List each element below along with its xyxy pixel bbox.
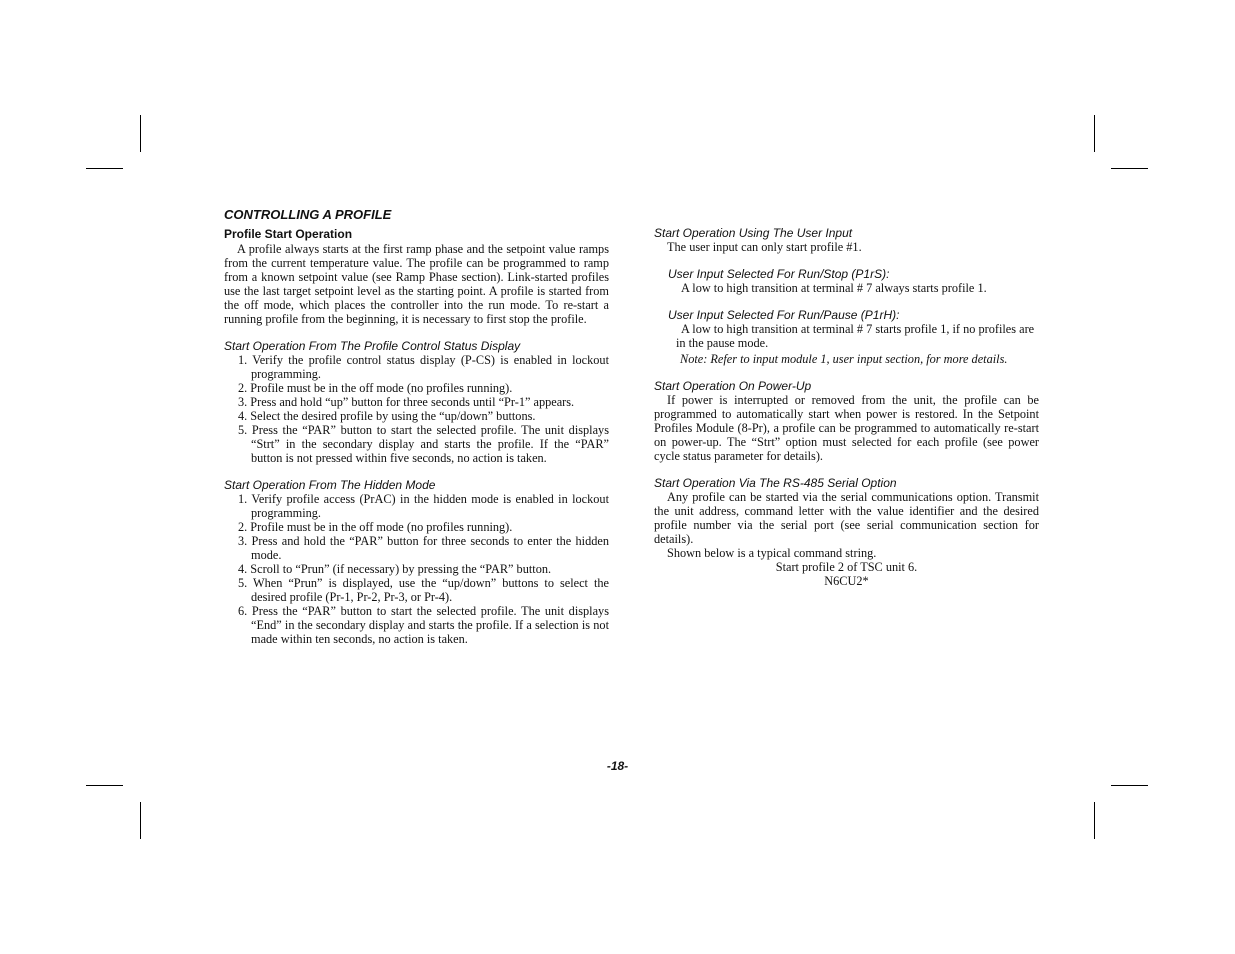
list-item: 1. Verify profile access (PrAC) in the hidden mode is enabled in lockout programming. bbox=[238, 492, 609, 520]
list-item: 3. Press and hold the “PAR” button for three seconds to enter the hidden mode. bbox=[238, 534, 609, 562]
list-item: 6. Press the “PAR” button to start the selected profile. The unit displays “End” in the secondary display and starts the profile. If a selection is not made within ten seconds, no action is taken. bbox=[238, 604, 609, 646]
run-pause-heading: User Input Selected For Run/Pause (P1rH): bbox=[668, 308, 900, 322]
crop-mark-top-right-vertical bbox=[1094, 115, 1095, 152]
crop-mark-bottom-right-vertical bbox=[1094, 802, 1095, 839]
example-command: N6CU2* bbox=[824, 574, 869, 588]
user-input-heading: Start Operation Using The User Input bbox=[654, 226, 853, 240]
crop-mark-bottom-right-horizontal bbox=[1111, 785, 1148, 786]
power-up-heading: Start Operation On Power-Up bbox=[654, 379, 812, 393]
section2-heading: Start Operation From The Hidden Mode bbox=[224, 478, 436, 492]
crop-mark-top-left-vertical bbox=[140, 115, 141, 152]
serial-paragraph: Any profile can be started via the serial communications option. Transmit the unit address, command letter with the value identifier and the desired profile number via the serial port (see serial communication section for details). bbox=[654, 490, 1039, 546]
crop-mark-top-left-horizontal bbox=[86, 168, 123, 169]
page-number: -18- bbox=[606, 759, 629, 773]
list-item: 3. Press and hold “up” button for three seconds until “Pr-1” appears. bbox=[238, 395, 575, 409]
run-pause-text: A low to high transition at terminal # 7 starts profile 1, if no profiles are in the pause mode. bbox=[676, 322, 1035, 350]
crop-mark-bottom-left-vertical bbox=[140, 802, 141, 839]
crop-mark-top-right-horizontal bbox=[1111, 168, 1148, 169]
left-column bbox=[224, 207, 609, 646]
serial-heading: Start Operation Via The RS-485 Serial Option bbox=[654, 476, 897, 490]
intro-paragraph: A profile always starts at the first ramp phase and the setpoint value ramps from the current temperature value. The profile can be programmed to ramp from a known setpoint value (see Ramp Phase section). Link-started profiles use the last target setpoint level as the starting point. A profile is started from the off mode, which places the controller into the run mode. To re-start a running profile from the beginning, it is necessary to first stop the profile. bbox=[224, 242, 609, 326]
subsection-title: Profile Start Operation bbox=[224, 227, 353, 241]
run-stop-text: A low to high transition at terminal # 7 always starts profile 1. bbox=[681, 281, 987, 295]
section1-steps bbox=[224, 353, 609, 465]
list-item: 1. Verify the profile control status display (P-CS) is enabled in lockout programming. bbox=[238, 353, 609, 381]
list-item: 4. Select the desired profile by using the “up/down” buttons. bbox=[238, 409, 536, 423]
run-stop-heading: User Input Selected For Run/Stop (P1rS): bbox=[668, 267, 890, 281]
list-item: 5. When “Prun” is displayed, use the “up/down” buttons to select the desired profile (Pr-1, Pr-2, Pr-3, or Pr-4). bbox=[238, 576, 609, 604]
list-item: 5. Press the “PAR” button to start the selected profile. The unit displays “Strt” in the secondary display and starts the profile. If the “PAR” button is not pressed within five seconds, no action is taken. bbox=[238, 423, 609, 465]
note-text: Note: Refer to input module 1, user input section, for more details. bbox=[680, 352, 1008, 366]
power-up-paragraph: If power is interrupted or removed from the unit, the profile can be programmed to automatically start when power is restored. In the Setpoint Profiles Module (8-Pr), a profile can be programmed to automatically re-start on power-up. The “Strt” option must selected for each profile (see power cycle status parameter for details). bbox=[654, 393, 1039, 463]
section-title: CONTROLLING A PROFILE bbox=[224, 207, 392, 222]
right-column bbox=[654, 226, 1039, 588]
user-input-text: The user input can only start profile #1. bbox=[667, 240, 862, 254]
list-item: 2. Profile must be in the off mode (no profiles running). bbox=[238, 520, 513, 534]
list-item: 4. Scroll to “Prun” (if necessary) by pressing the “PAR” button. bbox=[238, 562, 552, 576]
shown-below-text: Shown below is a typical command string. bbox=[667, 546, 877, 560]
section2-steps bbox=[224, 492, 609, 646]
list-item: 2. Profile must be in the off mode (no profiles running). bbox=[238, 381, 513, 395]
crop-mark-bottom-left-horizontal bbox=[86, 785, 123, 786]
example-caption: Start profile 2 of TSC unit 6. bbox=[775, 560, 918, 574]
section1-heading: Start Operation From The Profile Control Status Display bbox=[224, 339, 521, 353]
